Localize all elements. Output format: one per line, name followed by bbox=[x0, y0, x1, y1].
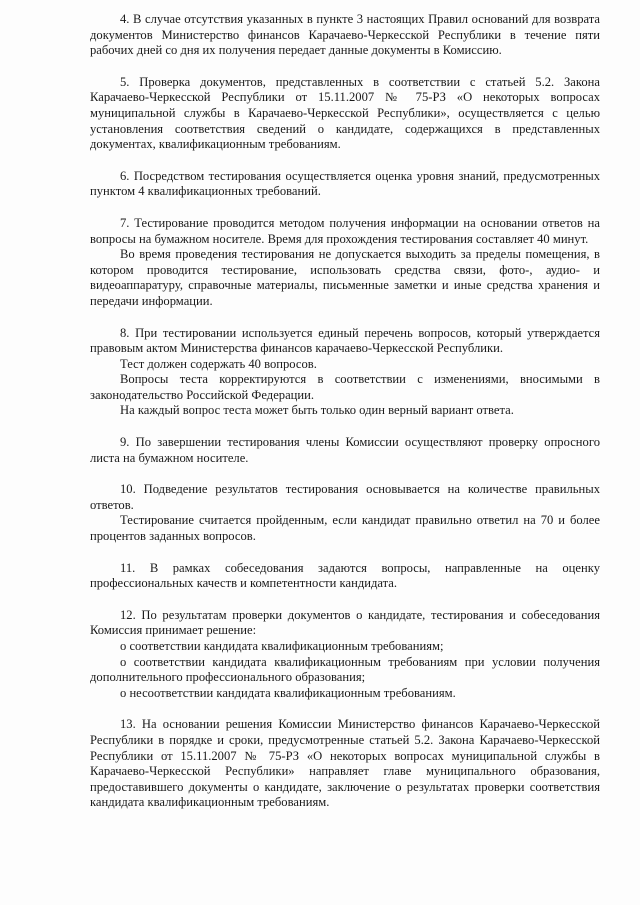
paragraph-7 bbox=[90, 216, 600, 310]
paragraph-11 bbox=[90, 561, 600, 592]
document-body bbox=[90, 12, 600, 827]
paragraph-13 bbox=[90, 717, 600, 811]
paragraph-text: о соответствии кандидата квалификационным требованиям при условии получения дополнительного профессионального образования; bbox=[90, 654, 600, 685]
paragraph-text: Тестирование считается пройденным, если кандидат правильно ответил на 70 и более процентов заданных вопросов. bbox=[90, 513, 600, 544]
paragraph-text: 4. В случае отсутствия указанных в пункте 3 настоящих Правил оснований для возврата документов Министерство финансов Карачаево-Черкесской Республики в течение пяти рабочих дней со дня их получения передает данные документы в Комиссию. bbox=[90, 12, 600, 58]
paragraph-6 bbox=[90, 169, 600, 200]
paragraph-text: 13. На основании решения Комиссии Министерство финансов Карачаево-Черкесской Республики в порядке и сроки, предусмотренные статьей 5.2. Закона Карачаево-Черкесской Республики от 15.11.2007 № 75-РЗ «О некоторых вопросах муниципальной службы в Карачаево-Черкесской Республики» направляет главе муниципального образования, предоставившего документы о кандидате, заключение о результатах проверки соответствия кандидата квалификационным требованиям. bbox=[90, 717, 600, 810]
paragraph-text: На каждый вопрос теста может быть только один верный вариант ответа. bbox=[120, 403, 514, 418]
paragraph-text: Тест должен содержать 40 вопросов. bbox=[120, 356, 317, 371]
paragraph-text: 11. В рамках собеседования задаются вопросы, направленные на оценку профессиональных качеств и компетентности кандидата. bbox=[90, 560, 600, 591]
paragraph-text: Во время проведения тестирования не допускается выходить за пределы помещения, в котором проводится тестирование, использовать средства связи, фото-, аудио- и видеоаппаратуру, справочные материалы, письменные заметки и иные средства хранения и передачи информации. bbox=[90, 247, 600, 308]
paragraph-text: 12. По результатам проверки документов о кандидате, тестирования и собеседования Комиссия принимает решение: bbox=[90, 607, 600, 638]
paragraph-10 bbox=[90, 482, 600, 544]
paragraph-text: 7. Тестирование проводится методом получения информации на основании ответов на вопросы на бумажном носителе. Время для прохождения тестирования составляет 40 минут. bbox=[90, 215, 600, 246]
paragraph-text: 10. Подведение результатов тестирования основывается на количестве правильных ответов. bbox=[90, 482, 600, 512]
paragraph-4 bbox=[90, 12, 600, 59]
paragraph-text: о соответствии кандидата квалификационным требованиям; bbox=[120, 639, 444, 653]
paragraph-8 bbox=[90, 326, 600, 420]
paragraph-text: 5. Проверка документов, представленных в соответствии с статьей 5.2. Закона Карачаево-Черкесской Республики от 15.11.2007 № 75-РЗ «О некоторых вопросах муниципальной службы в Карачаево-Черкесской Республики», осуществляется с целью установления соответствия сведений о кандидате, содержащихся в представленных документах, квалификационным требованиям. bbox=[90, 74, 600, 152]
paragraph-text: о несоответствии кандидата квалификационным требованиям. bbox=[120, 685, 456, 700]
paragraph-text: 6. Посредством тестирования осуществляется оценка уровня знаний, предусмотренных пунктом 4 квалификационных требований. bbox=[90, 168, 600, 199]
paragraph-12 bbox=[90, 608, 600, 702]
paragraph-5 bbox=[90, 75, 600, 153]
paragraph-text: 9. По завершении тестирования члены Комиссии осуществляют проверку опросного листа на бумажном носителе. bbox=[90, 435, 600, 465]
paragraph-9 bbox=[90, 435, 600, 466]
paragraph-text: 8. При тестировании используется единый перечень вопросов, который утверждается правовым актом Министерства финансов карачаево-Черкесской Республики. bbox=[90, 325, 600, 356]
paragraph-text: Вопросы теста корректируются в соответствии с изменениями, вносимыми в законодательство Российской Федерации. bbox=[90, 372, 600, 402]
